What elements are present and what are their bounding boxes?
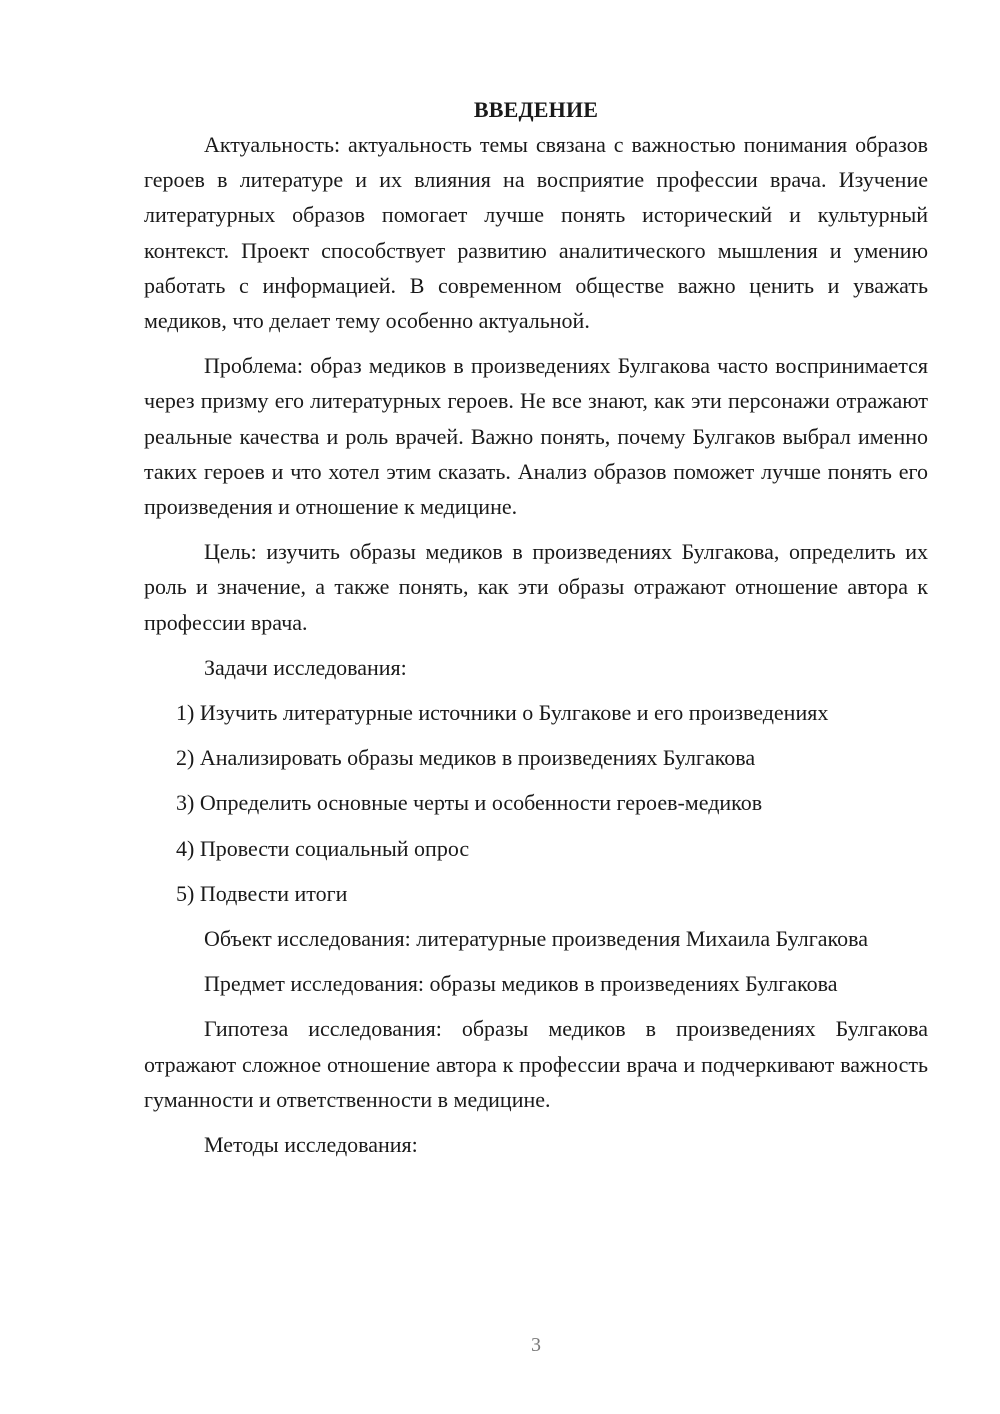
subject-paragraph: Предмет исследования: образы медиков в произведениях Булгакова <box>204 971 838 997</box>
task-item: 3) Определить основные черты и особенности героев-медиков <box>176 790 763 816</box>
paragraph-gap <box>144 730 928 740</box>
problem-paragraph: Проблема: образ медиков в произведениях Булгакова часто воспринимается через призму его литературных героев. Не все знают, как эти персонажи отражают реальные качества и роль врачей. Важно понять, почему Булгаков выбрал именно таких героев и что хотел этим сказать. Анализ образов поможет лучше понять его произведения и отношение к медицине. <box>144 353 928 520</box>
methods-heading: Методы исследования: <box>204 1132 418 1158</box>
paragraph-gap <box>144 821 928 831</box>
tasks-heading: Задачи исследования: <box>204 654 407 680</box>
hypothesis-paragraph: Гипотеза исследования: образы медиков в произведениях Булгакова отражают сложное отношение автора к профессии врача и подчеркивают важность гуманности и ответственности в медицине. <box>144 1016 928 1112</box>
task-item: 4) Провести социальный опрос <box>176 835 470 861</box>
paragraph-gap <box>144 956 928 966</box>
paragraph-gap <box>144 685 928 695</box>
paragraph-gap <box>144 775 928 785</box>
paragraph-gap <box>144 338 928 348</box>
task-item: 2) Анализировать образы медиков в произведениях Булгакова <box>176 745 756 771</box>
paragraph-gap <box>144 1001 928 1011</box>
paragraph-gap <box>144 640 928 650</box>
page-content <box>144 92 928 1162</box>
relevance-paragraph: Актуальность: актуальность темы связана с важностью понимания образов героев в литературе и их влияния на восприятие профессии врача. Изучение литературных образов помогает лучше понять исторический и культурный контекст. Проект способствует развитию аналитического мышления и умению работать с информацией. В современном обществе важно ценить и уважать медиков, что делает тему особенно актуальной. <box>144 132 928 334</box>
paragraph-gap <box>144 911 928 921</box>
page-number: 3 <box>531 1334 541 1356</box>
task-item: 5) Подвести итоги <box>176 880 348 906</box>
task-item: 1) Изучить литературные источники о Булгакове и его произведениях <box>176 700 829 726</box>
paragraph-gap <box>144 524 928 534</box>
section-title: ВВЕДЕНИЕ <box>473 97 599 122</box>
goal-paragraph: Цель: изучить образы медиков в произведениях Булгакова, определить их роль и значение, а также понять, как эти образы отражают отношение автора к профессии врача. <box>144 539 928 635</box>
object-paragraph: Объект исследования: литературные произведения Михаила Булгакова <box>204 926 868 952</box>
paragraph-gap <box>144 866 928 876</box>
paragraph-gap <box>144 1117 928 1127</box>
